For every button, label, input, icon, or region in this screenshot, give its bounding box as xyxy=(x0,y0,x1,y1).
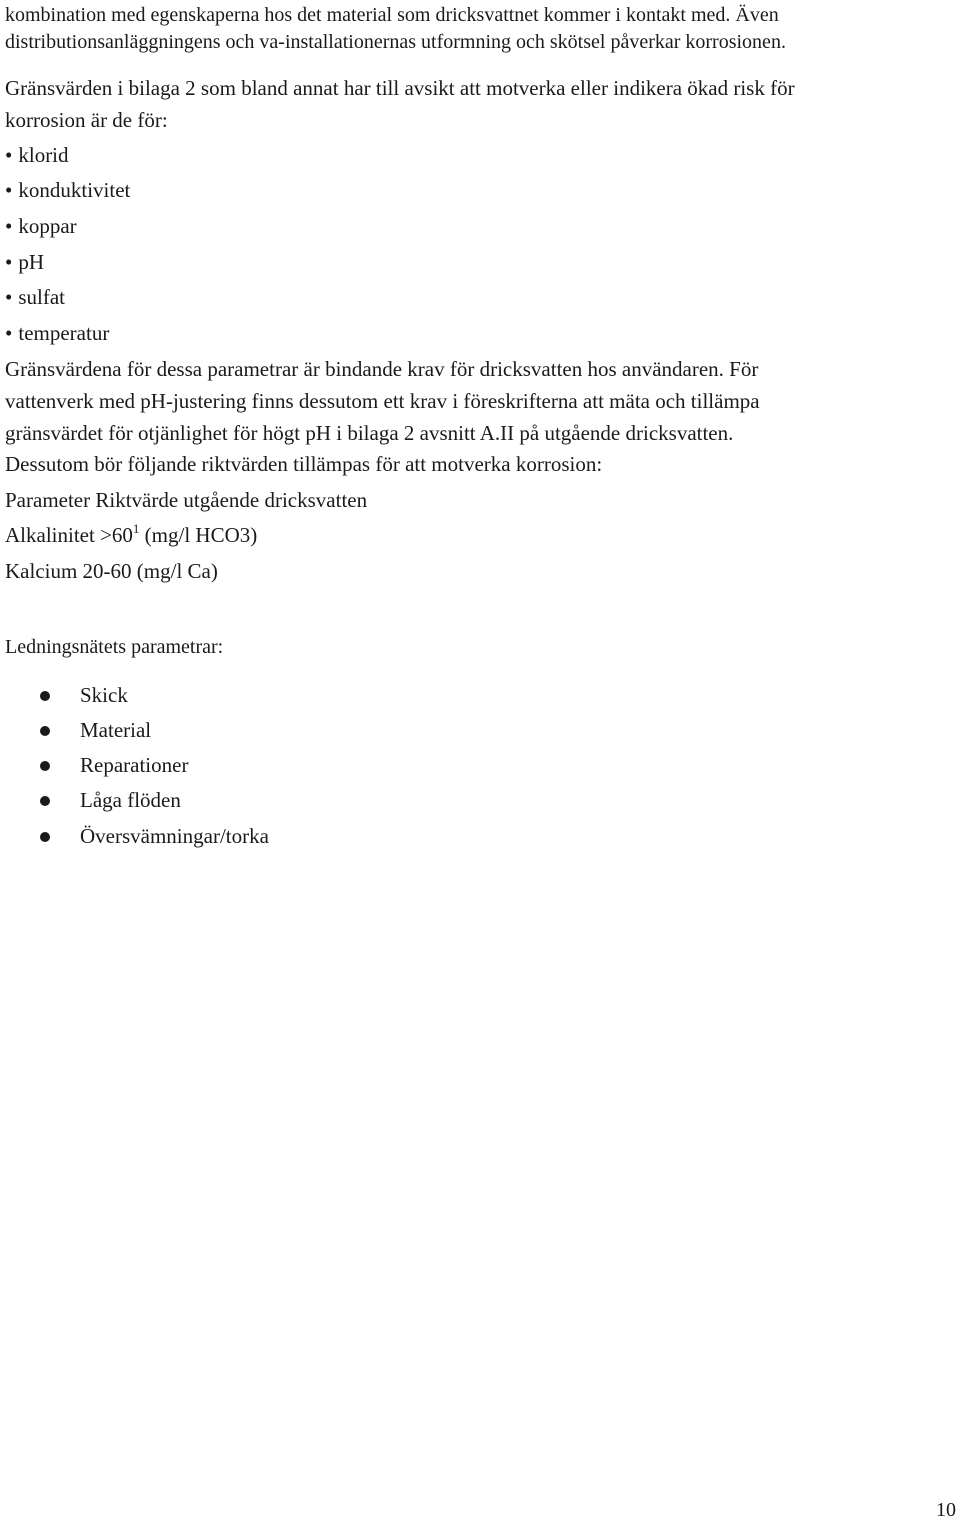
network-item: Låga flöden xyxy=(80,788,181,812)
limit-parameter-item: • pH xyxy=(5,252,44,273)
limits-intro-line-2: korrosion är de för: xyxy=(5,108,168,132)
limit-parameter-item: • koppar xyxy=(5,216,77,237)
bullet-icon xyxy=(40,796,50,806)
limits-intro-line-1: Gränsvärden i bilaga 2 som bland annat har till avsikt att motverka eller indikera ökad risk för xyxy=(5,76,795,100)
bullet-icon xyxy=(40,832,50,842)
binding-text-line-2: vattenverk med pH-justering finns dessutom ett krav i föreskrifterna att mäta och tillämpa xyxy=(5,389,760,413)
network-item: Reparationer xyxy=(80,753,189,777)
intro-line-1: kombination med egenskaperna hos det material som dricksvattnet kommer i kontakt med. Även xyxy=(5,4,779,26)
alkalinity-label: Alkalinitet >60 xyxy=(5,523,133,547)
limit-parameter-item: • temperatur xyxy=(5,323,109,344)
bullet-icon xyxy=(40,726,50,736)
binding-text-line-3: gränsvärdet för otjänlighet för högt pH i bilaga 2 avsnitt A.II på utgående dricksvatten. xyxy=(5,421,734,445)
network-item: Skick xyxy=(80,683,128,707)
binding-text-line-1: Gränsvärdena för dessa parametrar är bindande krav för dricksvatten hos användaren. För xyxy=(5,357,759,381)
alkalinity-unit: (mg/l HCO3) xyxy=(139,523,258,547)
guideline-calcium-row: Kalcium 20-60 (mg/l Ca) xyxy=(5,559,218,583)
footnote-marker: 1 xyxy=(132,521,140,536)
bullet-icon xyxy=(40,761,50,771)
limit-parameter-item: • sulfat xyxy=(5,287,65,308)
guideline-alkalinity-row xyxy=(5,521,258,547)
network-item: Material xyxy=(80,718,152,742)
network-heading: Ledningsnätets parametrar: xyxy=(5,636,224,658)
page-number: 10 xyxy=(936,1499,956,1521)
bullet-icon xyxy=(40,691,50,701)
network-item: Översvämningar/torka xyxy=(80,824,269,848)
guideline-intro: Dessutom bör följande riktvärden tillämpas för att motverka korrosion: xyxy=(5,452,603,476)
guideline-table-header: Parameter Riktvärde utgående dricksvatten xyxy=(5,488,368,512)
limit-parameter-item: • konduktivitet xyxy=(5,180,130,201)
limit-parameter-item: • klorid xyxy=(5,145,69,166)
intro-line-2: distributionsanläggningens och va-installationernas utformning och skötsel påverkar korrosionen. xyxy=(5,31,786,53)
